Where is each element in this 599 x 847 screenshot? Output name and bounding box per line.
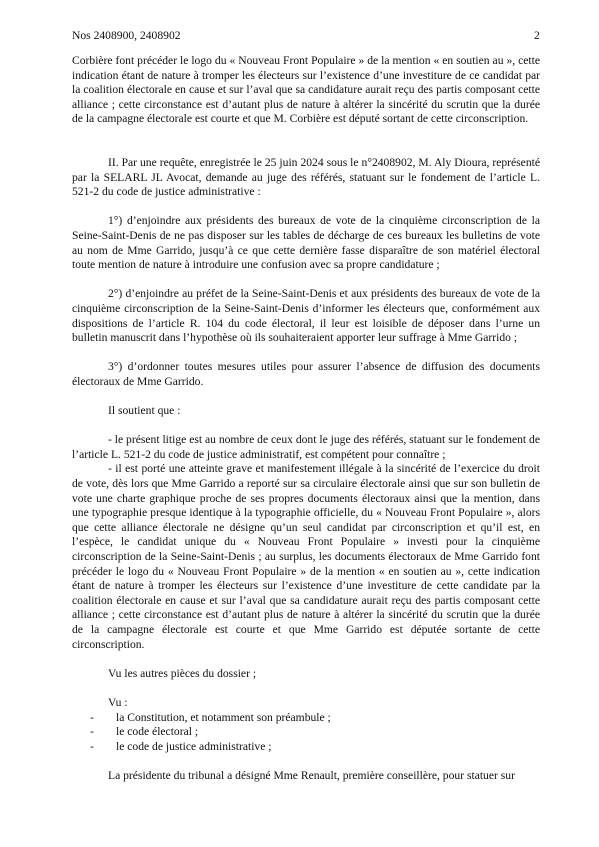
list-item xyxy=(72,740,540,755)
paragraph-conclusion-3: 3°) d’ordonner toutes mesures utiles pour assurer l’absence de diffusion des documents électoraux de Mme Garrido. xyxy=(72,360,540,388)
list-dash: - xyxy=(90,739,94,753)
paragraph-argument-1: - le présent litige est au nombre de ceux dont le juge des référés, statuant sur le fondement de l’article L. 521-2 du code de justice administratif, est compétent pour connaître ; xyxy=(72,433,540,461)
list-item-text: le code de justice administrative ; xyxy=(116,739,272,753)
page-number: 2 xyxy=(534,29,540,42)
paragraph-continuation: Corbière font précéder le logo du « Nouveau Front Populaire » de la mention « en soutien au », cette indication étant de nature à tromper les électeurs sur l’existence d’une investiture de ce candidat par la coalition électorale en cause et sur l’aval que sa candidature aurait reçu des partis composant cette alliance ; cette circonstance est d’autant plus de nature à altérer la sincérité du scrutin que la durée de la campagne électorale est courte et que M. Corbière est député sortant de cette circonscription. xyxy=(72,54,540,126)
paragraph-request-ii: II. Par une requête, enregistrée le 25 juin 2024 sous le n°2408902, M. Aly Dioura, représenté par la SELARL JL Avocat, demande au juge des référés, statuant sur le fondement de l’article L. 521-2 du code de justice administrative : xyxy=(72,155,540,199)
paragraph-presidente: La présidente du tribunal a désigné Mme Renault, première conseillère, pour statuer sur xyxy=(108,768,515,782)
paragraph-conclusion-1: 1°) d’enjoindre aux présidents des bureaux de vote de la cinquième circonscription de la Seine-Saint-Denis de ne pas disposer sur les tables de décharge de ces bureaux les bulletins de vote au nom de Mme Garrido, jusqu’à ce que cette dernière fasse disparaître de son matériel électoral toute mention de nature à introduire une confusion avec sa propre candidature ; xyxy=(72,214,540,272)
paragraph-argument-2: - il est porté une atteinte grave et manifestement illégale à la sincérité de l’exercice du droit de vote, dès lors que Mme Garrido a reporté sur sa circulaire électorale ainsi que sur son bulletin de vote une charte graphique proche de ses propres documents électoraux ainsi que la mention, dans une typographie presque identique à la typographie officielle, du « Nouveau Front Populaire », alors que cette alliance électorale ne désigne qu’un seul candidat par circonscription et qu’il est, en l’espèce, le candidat unique du « Nouveau Front Populaire » investi pour la cinquième circonscription de la Seine-Saint-Denis ; au surplus, les documents électoraux de Mme Garrido font précéder le logo du « Nouveau Front Populaire » de la mention « en soutien au », cette indication étant de nature à tromper les électeurs sur l’existence d’une investiture de cette candidate par la coalition électorale en cause et sur l’aval que sa candidature aurait reçu des partis composant cette alliance ; cette circonstance est d’autant plus de nature à altérer la sincérité du scrutin que la durée de la campagne électorale est courte et que Mme Garrido est députée sortante de cette circonscription. xyxy=(72,462,540,651)
list-item xyxy=(72,725,540,740)
list-item-text: le code électoral ; xyxy=(116,725,199,739)
paragraph-conclusion-2: 2°) d’enjoindre au préfet de la Seine-Saint-Denis et aux présidents des bureaux de vote de la cinquième circonscription de la Seine-Saint-Denis d’informer les électeurs que, conformément aux dispositions de l’article R. 104 du code électoral, il leur est loisible de déposer dans l’urne un bulletin manuscrit dans l’hypothèse où ils souhaiteraient apporter leur suffrage à Mme Garrido ; xyxy=(72,287,540,345)
paragraph-vu-pieces: Vu les autres pièces du dossier ; xyxy=(108,666,257,680)
case-numbers-header: Nos 2408900, 2408902 xyxy=(72,29,181,42)
list-item-text: la Constitution, et notamment son préambule ; xyxy=(116,710,331,724)
document-body xyxy=(72,54,540,784)
paragraph-il-soutient: Il soutient que : xyxy=(108,404,181,418)
list-item xyxy=(72,711,540,726)
list-dash: - xyxy=(90,725,94,739)
vu-list xyxy=(72,711,540,755)
list-dash: - xyxy=(90,710,94,724)
paragraph-vu: Vu : xyxy=(108,695,128,709)
